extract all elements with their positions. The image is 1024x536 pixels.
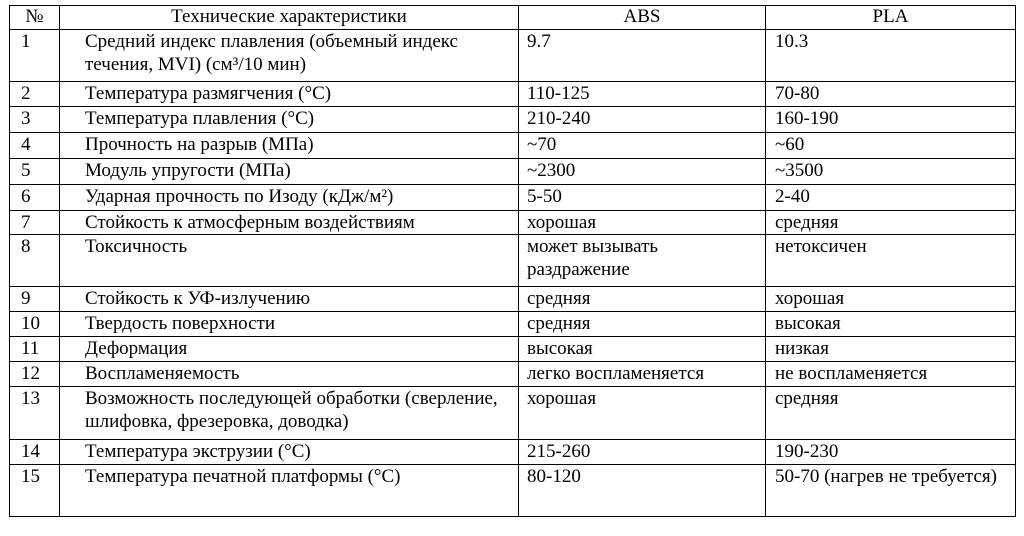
row-abs-value: ~70 <box>519 133 766 159</box>
header-abs: ABS <box>519 6 766 30</box>
row-number: 7 <box>10 211 60 235</box>
row-characteristic: Температура печатной платформы (°С) <box>60 465 519 517</box>
row-number: 11 <box>10 337 60 362</box>
row-pla-value: ~3500 <box>766 159 1016 185</box>
row-pla-value: низкая <box>766 337 1016 362</box>
row-number: 15 <box>10 465 60 517</box>
row-pla-value: 190-230 <box>766 440 1016 465</box>
table-row <box>10 287 1016 312</box>
row-number: 12 <box>10 362 60 387</box>
table-row <box>10 312 1016 337</box>
row-abs-value: хорошая <box>519 387 766 440</box>
row-abs-value: 110-125 <box>519 82 766 107</box>
row-characteristic: Стойкость к атмосферным воздействиям <box>60 211 519 235</box>
table-row <box>10 185 1016 211</box>
table-row <box>10 107 1016 133</box>
row-abs-value: высокая <box>519 337 766 362</box>
row-number: 13 <box>10 387 60 440</box>
row-number: 9 <box>10 287 60 312</box>
table-row <box>10 465 1016 517</box>
row-abs-value: средняя <box>519 287 766 312</box>
row-number: 4 <box>10 133 60 159</box>
header-row <box>10 6 1016 30</box>
row-characteristic: Воспламеняемость <box>60 362 519 387</box>
table-row <box>10 235 1016 287</box>
table-row <box>10 211 1016 235</box>
row-number: 8 <box>10 235 60 287</box>
row-characteristic: Средний индекс плавления (объемный индекс течения, MVI) (см³/10 мин) <box>60 30 519 82</box>
table-row <box>10 30 1016 82</box>
row-characteristic: Температура плавления (°С) <box>60 107 519 133</box>
row-number: 6 <box>10 185 60 211</box>
header-number: № <box>10 6 60 30</box>
table-row <box>10 159 1016 185</box>
row-number: 5 <box>10 159 60 185</box>
row-characteristic: Прочность на разрыв (МПа) <box>60 133 519 159</box>
row-number: 14 <box>10 440 60 465</box>
row-abs-value: может вызывать раздражение <box>519 235 766 287</box>
row-pla-value: хорошая <box>766 287 1016 312</box>
table-row <box>10 362 1016 387</box>
row-number: 3 <box>10 107 60 133</box>
row-pla-value: средняя <box>766 387 1016 440</box>
row-pla-value: нетоксичен <box>766 235 1016 287</box>
row-pla-value: 2-40 <box>766 185 1016 211</box>
row-number: 1 <box>10 30 60 82</box>
table-row <box>10 133 1016 159</box>
row-number: 2 <box>10 82 60 107</box>
row-abs-value: легко воспламеняется <box>519 362 766 387</box>
table-row <box>10 440 1016 465</box>
row-pla-value: высокая <box>766 312 1016 337</box>
row-number: 10 <box>10 312 60 337</box>
row-abs-value: 5-50 <box>519 185 766 211</box>
row-pla-value: средняя <box>766 211 1016 235</box>
row-pla-value: 50-70 (нагрев не требуется) <box>766 465 1016 517</box>
row-abs-value: ~2300 <box>519 159 766 185</box>
row-abs-value: 210-240 <box>519 107 766 133</box>
header-characteristics: Технические характеристики <box>60 6 519 30</box>
row-characteristic: Температура экструзии (°С) <box>60 440 519 465</box>
row-characteristic: Токсичность <box>60 235 519 287</box>
row-abs-value: средняя <box>519 312 766 337</box>
table-row <box>10 387 1016 440</box>
row-pla-value: ~60 <box>766 133 1016 159</box>
row-characteristic: Возможность последующей обработки (сверление, шлифовка, фрезеровка, доводка) <box>60 387 519 440</box>
row-pla-value: 160-190 <box>766 107 1016 133</box>
row-characteristic: Температура размягчения (°С) <box>60 82 519 107</box>
header-pla: PLA <box>766 6 1016 30</box>
table-row <box>10 82 1016 107</box>
row-abs-value: хорошая <box>519 211 766 235</box>
row-characteristic: Модуль упругости (МПа) <box>60 159 519 185</box>
row-pla-value: не воспламеняется <box>766 362 1016 387</box>
row-characteristic: Деформация <box>60 337 519 362</box>
row-abs-value: 215-260 <box>519 440 766 465</box>
table-row <box>10 337 1016 362</box>
row-pla-value: 10.3 <box>766 30 1016 82</box>
row-pla-value: 70-80 <box>766 82 1016 107</box>
row-characteristic: Твердость поверхности <box>60 312 519 337</box>
row-abs-value: 80-120 <box>519 465 766 517</box>
row-characteristic: Ударная прочность по Изоду (кДж/м²) <box>60 185 519 211</box>
row-characteristic: Стойкость к УФ-излучению <box>60 287 519 312</box>
row-abs-value: 9.7 <box>519 30 766 82</box>
specs-table <box>9 5 1016 517</box>
